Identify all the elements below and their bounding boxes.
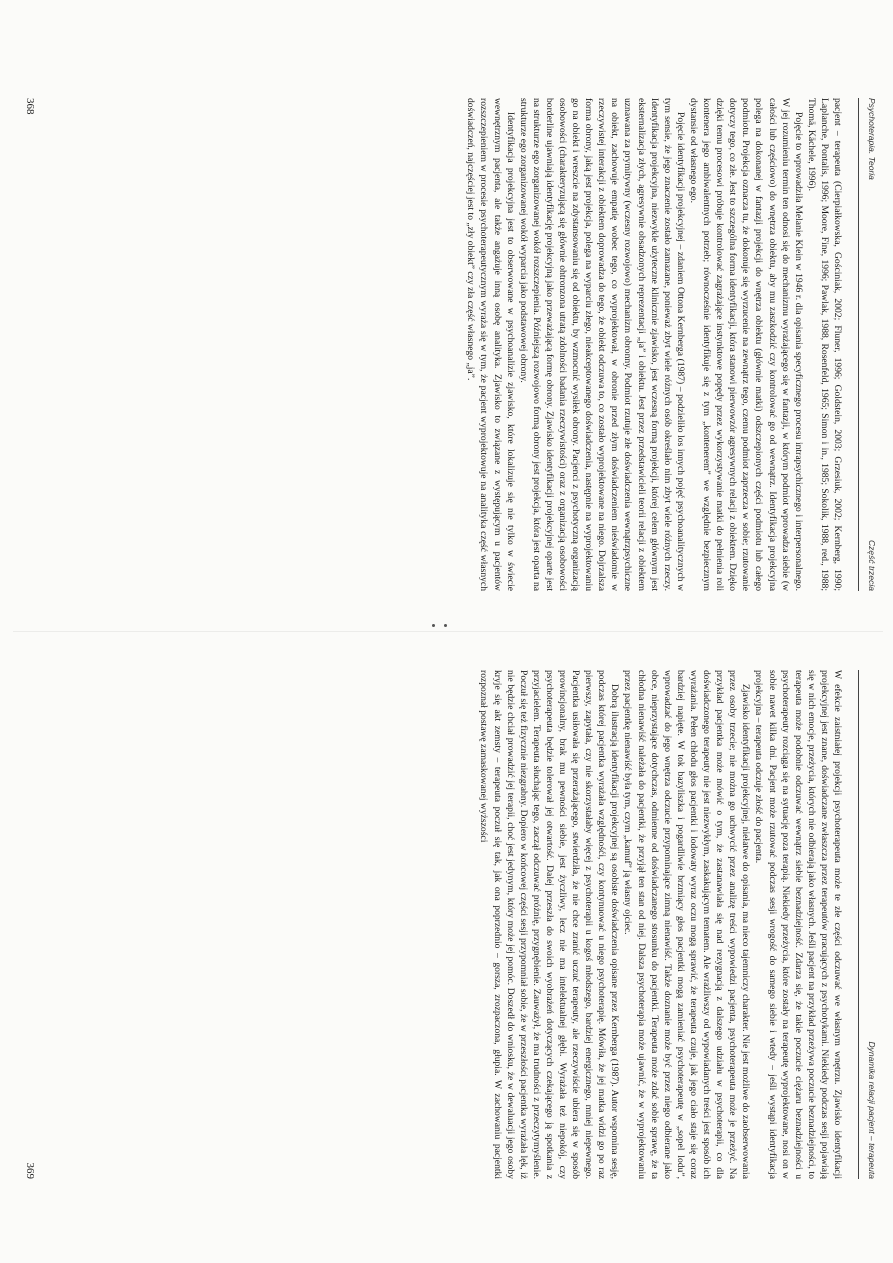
- running-header: [859, 670, 877, 1179]
- running-header: [859, 98, 877, 591]
- scan-mark: [432, 624, 435, 627]
- paragraph: Pojęcie to wprowadziła Melanie Klein w 1946 r. dla opisania specyficznego procesu intrapsychicznego i interpersonalnego. W jej rozumieniu termin ten odnosi się do mechanizmu wyrażającego się w fantazji, w którym podmiot wprowadza siebie (w całości lub częściowo) do wnętrza obiektu, aby mu zaszkodzić czy kontrolować go od wewnątrz. Identyfikacja projekcyjna polega na dokonanej w fantazji projekcji do wnętrza obiektu (głównie matki) odszczepionych części podmiotu lub całego podmiotu. Projekcja oznacza tu, że dokonuje się wyrzucenie na zewnątrz tego, czemu podmiot zaprzecza w sobie; rzutowanie dotyczy tego, co złe. Jest to szczególna forma identyfikacji, która stanowi pierwowzór agresywnych relacji z obiektem. Dzięko dzięki temu procesowi próbuje kontrolować zagrażające instynktowe popędy przez wykorzystywanie matki do pełnienia roli kontenera jego ambiwalentnych potrzeb; równocześnie identyfikuje się z tym „kontenerem” we względnie bezpiecznym dystansie od własnego ego.: [687, 98, 804, 591]
- page-number: 368: [24, 98, 36, 115]
- scan-mark: [444, 624, 447, 627]
- paragraph: pacjent – terapeuta (Cierpiałkowska, Gościniak, 2002; Fluner, 1996; Goldstein, 2003; Grzesiuk, 2002; Kernberg, 1990; Laplanche, Pontalis, 1996; Moore, Fine, 1996; Pawlak, 1988, Rosenfeld, 1965; Simon i in., 1985; Sokolik, 1988, red., 1988; Thomä, Kächele, 1996).: [805, 98, 843, 591]
- paragraph: Dobrą ilustracją identyfikacji projekcyjnej są osobiste doświadczenia opisane przez Kernberga (1987). Autor wspomina sesję, podczas której pacjentka wyrażała względnośći, czy kontynuować u niego psychoterapię. Mówiła, że jej matka widzi go po raz pierwszy, zapytała, czy nie skorzystałaby więcej z psychoterapii u kogoś młodszego, bardziej energicznego, mniej niepewnego. Pacjentka usiłowała się przerażającego, stwierdziła, że nie chce zranić uczuć terapeuty, ale rzeczywiście ubiera się w sposób prowincjonalny, brak mu pewności siebie, jest życzliwy, lecz nie ma intelektualnej głębi. Wyrażała też niepokój, czy psychoterapeuta będzie tolerował jej otwartość. Dalej przeszła do swoich wyobrażeń dotyczących czekającego ją spotkania z przyjacielem. Terapeuta słuchając tego, zaczął odczuwać próżnię, przygnębienie. Zauważył, że ma trudności z przeczytymyślenie. Poczuł się też fizycznie niezgrabny. Dopiero w końcowej części sesji przypomniał sobie, że w przeszłości pacjentka wyrażała lęk, iż nie będzie chciał prowadzić jej terapii, choć jest jedynym, który może jej pomóc. Doszedł do wniosku, że w dewaluacji jego osoby kryje się akt zemsty – terapeuta poczuł się tak, jak ona poprzednio – gorsza, zrozpaczona, głupia. W zachowaniu pacjentki rozpoznał postawę zamaskowanej wyższości: [478, 670, 621, 1179]
- paragraph: Zjawisko identyfikacji projekcyjnej, niełatwe do opisania, ma nieco tajemniczy charakter. Nie jest możliwe do zaobserwowania przez osoby trzecie; nie można go uchwycić przez analizę treści wypowiedzi pacjenta, psychoterapeuta może je przeżyć. Na przykład pacjentka może mówić o tym, że zastanawiała się nad rezygnacją z dalszego udziału w psychoterapii, co dla doświadczonego terapeuty nie jest niezwykłym, zaskakującym tematem. Ale wrażliwszy od wypowiadanych treści jest sposób ich wyrażania. Pełen chłodu głos pacjentki i lodowaty wyraz oczu mogą sprawić, że terapeuta czuje, jak jego ciało staje się coraz bardziej napięte. W tok bazyliszka i pogardliwie brzmiący głos pacjentki mogą zamieniać psychoterapeutę w „sopel lodu”, wprowadzać do jego wnętrza odczucie przypominające zimną nienawiść. Także doznanie może być przez niego odbierane jako obce, nieprzystające dotychczas, odmienne od doświadczanego stosunku do pacjentki. Terapeuta może zdać sobie sprawę, że ta chłodna nienawiść należała do pacjentki, że przyjął ten stan od niej. Dalsza psychoterapia może ujawnić, że w wyprojektowaniu przez pacjentkę nienawiść była tym, czym „kamuf” ją własny ojciec.: [622, 670, 752, 1179]
- page-number: 369: [24, 1162, 36, 1179]
- paragraph: Identyfikacja projekcyjna jest to obserwowane w psychoanalizie zjawisko, które lokalizuje się nie tylko w świecie wewnętrznym pacjenta, ale także angażuje inną osobę analityka. Zjawisko to związane z występującym u pacjentów rozszczepieniem w procesie psychoterapeutycznym wyraża się w tym, że pacjent wyprojektowuje na analityka część własnych doświadczeń, najczęściej jest to „zły obiekt” czy zła część własnego „ja”.: [465, 98, 516, 591]
- left-page: [0, 0, 893, 631]
- running-header-right: Dynamika relacji pacjent – terapeuta: [867, 1041, 877, 1179]
- running-header-right: Część trzecia: [867, 539, 877, 591]
- page-text: [464, 98, 844, 591]
- running-header-left: Psychoterapia. Teoria: [867, 98, 877, 180]
- page-text: [477, 670, 844, 1179]
- right-page: [0, 632, 893, 1263]
- paragraph: Pojęcie identyfikacji projekcyjnej – zdaniem Ottona Kernberga (1987) – podzieliło los innych pojęć psychoanalitycznych w tym sensie, że jego znaczenie zostało zamazane, ponieważ zbyt wiele różnych osób określało nim zbyt wiele różnych rzeczy. Identyfikacja projekcyjna, niezwykle użyteczne klinicznie zjawisko, jest wczesną formą projekcji, której celem głównym jest eksternalizacja złych, agresywnie obsadzonych reprezentacji „ja” i obiektu. Jest przez przedstawicieli teorii relacji z obiektem uznawana za prymitywny (wczesny rozwojowo) mechanizm obronny. Podmiot rzutuje złe doświadczenia wewnątrzpsychiczne na obiekt, zachowuje empatię wobec tego, co wyprojektował, w obronie przed złym doświadczeniem nieświadomie w rzeczywistej interakcji z obiektem doprowadza do tego, że obiekt odczuwa to, co zostało wyprojektowane na niego. Dojrzalsza forma obrony, jaką jest projekcja, polega na wyparciu złego, nieakceptowanego doświadczenia, następnie na wyprojektowaniu go na obiekt i wreszcie na zdystansowaniu się od obiektu, by wzmocnić wysiłek obrony. Pacjenci z psychotyczną organizacją osobowości (charakteryzującą się głównie ohtronzona utratą zdolności badania rzeczywistości) oraz z organizacją osobowości borderline ujawniają identyfikację projekcyjną jako przeważającą formę obrony. Zjawisko identyfikacji projekcyjnej oparte jest na strukturze ego zorganizowanej wokół rozszczepienia. Późniejszą rozwojowo formą obrony jest projekcja, która jest oparta na strukturze ego zorganizowanej wokół wyparcia jako podstawowej obrony.: [517, 98, 686, 591]
- paragraph: W efekcie zaistniałej projekcji psychoterapeuta może te złe części odczuwać we własnym wnętrzu. Zjawisko identyfikacji projekcyjnej jest znane, doświadczane zwłaszcza przez terapeutów pracujących z psychotykami. Niekiedy podczas sesji pojawiają się w nich emocje, przeżycia, których nie odbierają jako własnych. Jeśli pacjent na przykład przeżywa poczucie beznadziejności, to terapeuta może podobnie odczuwać wewnątrz siebie beznadziejność. Zdarza się, że takie poczucie ciężaru beznadziejności u psychoterapeuty rozciąga się na sytuację poza terapią. Niekiedy przeżycia, które zostały na terapeutę wyprojektowane, nosi on w sobie nawet kilka dni. Pacjent może rzutować podczas sesji wrogość do samego siebie i wtedy – jeśli wystąpi identyfikacja projekcyjna – terapeuta odczuje złość do pacjenta.: [753, 670, 843, 1179]
